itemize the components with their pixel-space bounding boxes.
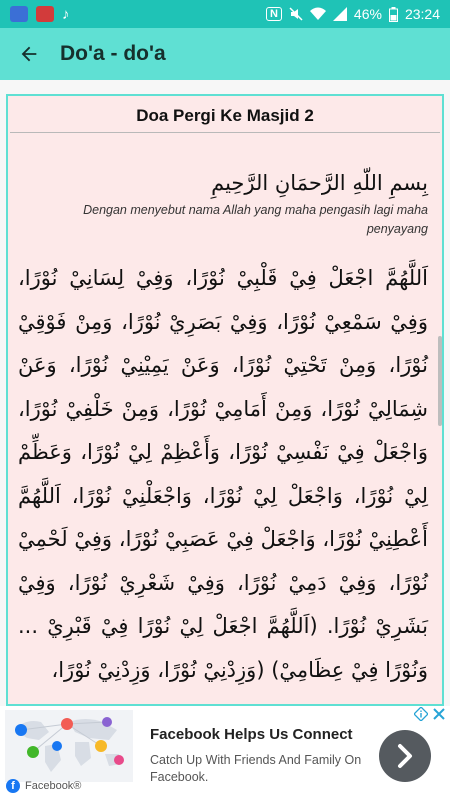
ad-brand-label: Facebook® (25, 780, 82, 792)
nfc-icon: N (266, 7, 282, 21)
app-bar (0, 28, 450, 80)
status-bar (0, 0, 450, 28)
back-button[interactable] (14, 39, 44, 69)
doa-title: Doa Pergi Ke Masjid 2 (136, 106, 314, 125)
app-title: Do'a - do'a (60, 42, 166, 65)
clock: 23:24 (404, 6, 440, 22)
ad-description: Catch Up With Friends And Family On Facebook. (150, 753, 362, 784)
doa-content-panel[interactable] (6, 94, 444, 706)
scrollbar-thumb[interactable] (438, 336, 442, 426)
ad-banner[interactable] (0, 706, 450, 800)
wifi-icon (310, 7, 326, 21)
ad-info-icon[interactable] (414, 707, 428, 721)
battery-icon (389, 7, 398, 22)
chevron-right-icon (394, 743, 416, 769)
battery-percent: 46% (353, 6, 382, 22)
mute-icon (289, 7, 303, 21)
ad-headline[interactable]: Facebook Helps Us Connect (150, 726, 353, 743)
facebook-icon: f (6, 779, 20, 793)
ad-image[interactable] (5, 710, 133, 782)
music-note-icon: ♪ (62, 5, 70, 23)
notification-app-icon (36, 6, 54, 22)
translation-text: Dengan menyebut nama Allah yang maha pengasih lagi maha penyayang (83, 203, 428, 236)
ad-close-icon[interactable] (432, 707, 446, 721)
bismillah-text: بِسمِ اللّهِ الرَّحمَانِ الرَّحِيمِ (211, 171, 428, 195)
arrow-back-icon (18, 43, 40, 65)
notification-app-icon (10, 6, 28, 22)
world-map-illustration (5, 710, 133, 782)
signal-icon (333, 7, 347, 21)
ad-brand[interactable] (6, 779, 81, 793)
doa-arabic-text: اَللَّهُمَّ اجْعَلْ فِيْ قَلْبِيْ نُوْرًا، وَفِيْ لِسَانِيْ نُوْرًا، وَفِيْ سَمْعِيْ نُوْرًا، وَفِيْ بَصَرِيْ نُوْرًا، وَمِنْ فَوْقِيْ نُوْرًا، وَمِنْ تَحْتِيْ نُوْرًا، وَعَنْ يَمِيْنِيْ نُوْرًا، وَعَنْ شِمَالِيْ نُوْرًا، وَمِنْ أَمَامِيْ نُوْرًا، وَمِنْ خَلْفِيْ نُوْرًا، وَاجْعَلْ فِيْ نَفْسِيْ نُوْرًا، وَأَعْظِمْ لِيْ نُوْرًا، وَعَظِّمْ لِيْ نُوْرًا، وَاجْعَلْ لِيْ نُوْرًا، وَاجْعَلْنِيْ نُوْرًا، اَللَّهُمَّ أَعْطِنِيْ نُوْرًا، وَاجْعَلْ فِيْ عَصَبِيْ نُوْرًا، وَفِيْ لَحْمِيْ نُوْرًا، وَفِيْ دَمِيْ نُوْرًا، وَفِيْ شَعْرِيْ نُوْرًا، وَفِيْ بَشَرِيْ نُوْرًا. (اَللَّهُمَّ اجْعَلْ لِيْ نُوْرًا فِيْ قَبْرِيْ ... وَنُوْرًا فِيْ عِظَامِيْ) (وَزِدْنِيْ نُوْرًا، وَزِدْنِيْ نُوْرًا، (18, 266, 428, 682)
ad-cta-button[interactable] (379, 730, 431, 782)
